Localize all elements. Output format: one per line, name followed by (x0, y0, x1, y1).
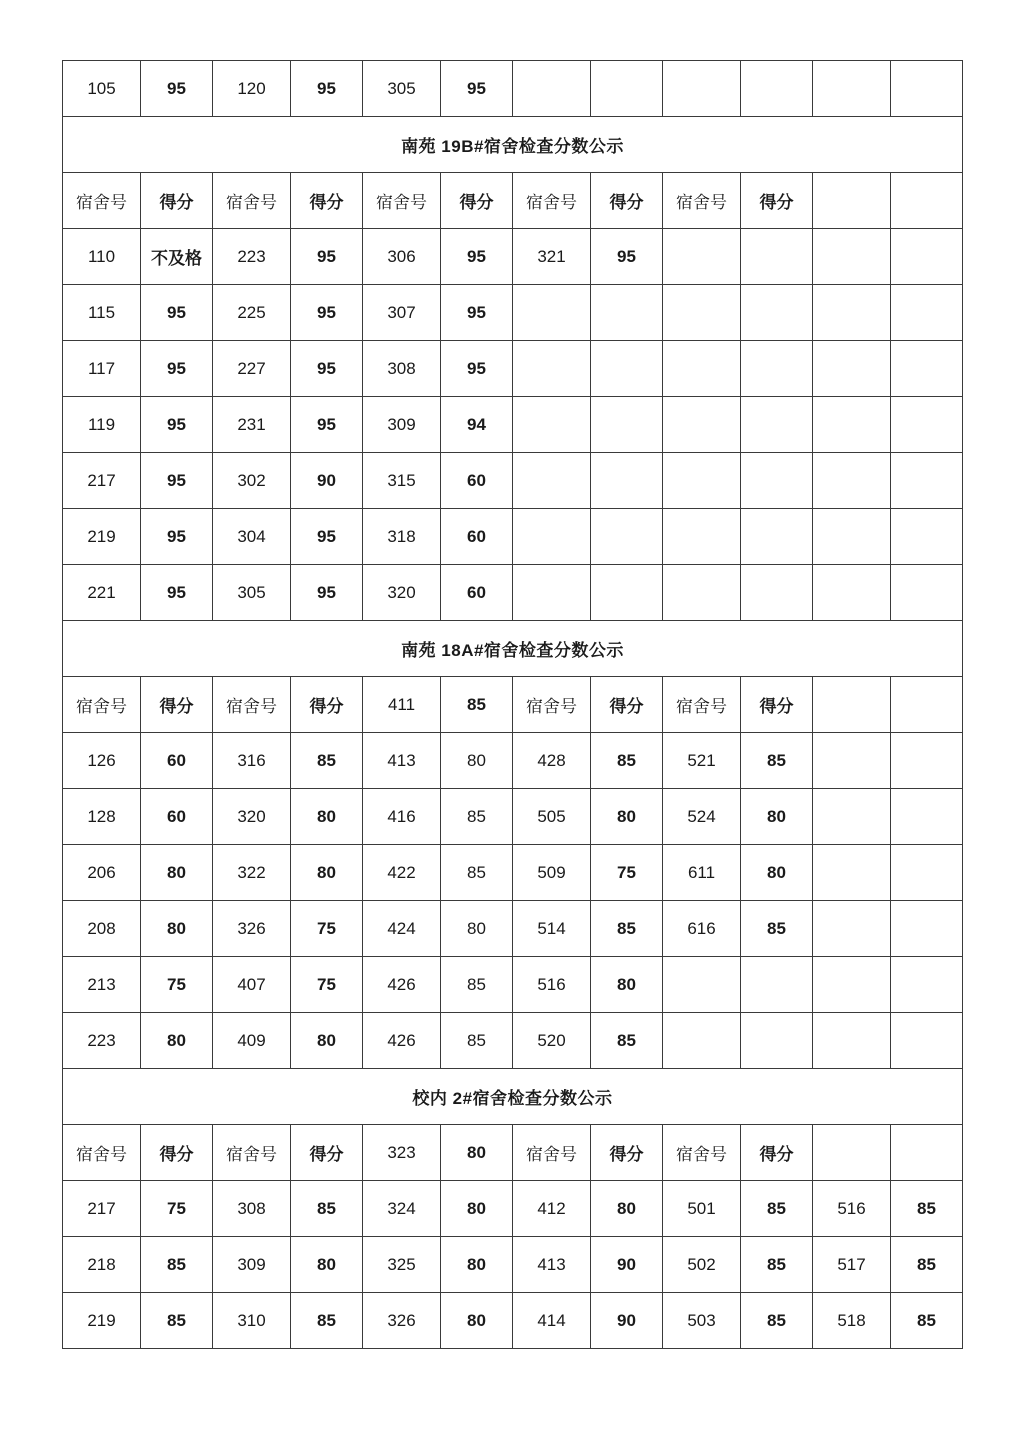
column-header-cell: 宿舍号 (213, 1125, 291, 1181)
data-cell: 85 (741, 1237, 813, 1293)
data-cell: 80 (291, 1237, 363, 1293)
data-cell (663, 453, 741, 509)
data-cell: 75 (291, 957, 363, 1013)
data-cell: 80 (141, 845, 213, 901)
data-cell: 117 (63, 341, 141, 397)
empty-cell (891, 1125, 963, 1181)
empty-cell (813, 509, 891, 565)
data-cell: 95 (291, 61, 363, 117)
data-cell: 309 (363, 397, 441, 453)
data-cell: 426 (363, 957, 441, 1013)
empty-cell (813, 453, 891, 509)
data-cell: 524 (663, 789, 741, 845)
column-header-cell: 宿舍号 (213, 173, 291, 229)
table-row (63, 61, 963, 117)
empty-cell (891, 173, 963, 229)
data-cell: 95 (441, 341, 513, 397)
table-row (63, 453, 963, 509)
data-cell (663, 61, 741, 117)
data-cell: 80 (291, 789, 363, 845)
data-cell: 509 (513, 845, 591, 901)
column-header-cell: 323 (363, 1125, 441, 1181)
data-cell: 616 (663, 901, 741, 957)
data-cell: 318 (363, 509, 441, 565)
data-cell: 95 (591, 229, 663, 285)
data-cell: 503 (663, 1293, 741, 1349)
data-cell: 416 (363, 789, 441, 845)
data-cell: 223 (63, 1013, 141, 1069)
data-cell: 75 (291, 901, 363, 957)
data-cell: 85 (891, 1181, 963, 1237)
data-cell: 90 (591, 1237, 663, 1293)
data-cell: 95 (291, 565, 363, 621)
data-cell: 80 (591, 957, 663, 1013)
column-header-cell: 宿舍号 (213, 677, 291, 733)
column-header-cell: 宿舍号 (363, 173, 441, 229)
empty-cell (813, 957, 891, 1013)
data-cell: 218 (63, 1237, 141, 1293)
empty-cell (891, 565, 963, 621)
data-cell (513, 397, 591, 453)
data-cell: 85 (891, 1237, 963, 1293)
data-cell (591, 341, 663, 397)
data-cell: 308 (213, 1181, 291, 1237)
data-cell: 95 (291, 509, 363, 565)
data-cell: 502 (663, 1237, 741, 1293)
data-cell: 120 (213, 61, 291, 117)
empty-cell (891, 285, 963, 341)
data-cell: 308 (363, 341, 441, 397)
table-row (63, 565, 963, 621)
empty-cell (891, 845, 963, 901)
data-cell: 413 (363, 733, 441, 789)
data-cell: 85 (141, 1293, 213, 1349)
dormitory-score-sheet (62, 60, 962, 1349)
data-cell: 422 (363, 845, 441, 901)
empty-cell (891, 341, 963, 397)
empty-cell (891, 1013, 963, 1069)
column-header-cell: 宿舍号 (63, 677, 141, 733)
data-cell: 85 (291, 1293, 363, 1349)
column-header-cell: 得分 (291, 677, 363, 733)
data-cell: 85 (441, 789, 513, 845)
data-cell: 85 (591, 901, 663, 957)
data-cell: 231 (213, 397, 291, 453)
data-cell: 60 (441, 453, 513, 509)
data-cell: 85 (441, 957, 513, 1013)
data-cell: 412 (513, 1181, 591, 1237)
data-cell: 225 (213, 285, 291, 341)
empty-cell (813, 229, 891, 285)
column-header-cell: 80 (441, 1125, 513, 1181)
data-cell: 95 (291, 229, 363, 285)
data-cell: 85 (141, 1237, 213, 1293)
data-cell: 85 (291, 1181, 363, 1237)
column-header-cell: 85 (441, 677, 513, 733)
score-table (62, 60, 963, 1349)
data-cell: 321 (513, 229, 591, 285)
data-cell: 85 (591, 1013, 663, 1069)
column-header-cell: 得分 (741, 677, 813, 733)
column-header-cell: 得分 (441, 173, 513, 229)
data-cell: 85 (891, 1293, 963, 1349)
empty-cell (813, 341, 891, 397)
column-header-cell: 得分 (291, 1125, 363, 1181)
data-cell: 518 (813, 1293, 891, 1349)
data-cell (513, 453, 591, 509)
data-cell: 85 (741, 1293, 813, 1349)
data-cell (741, 565, 813, 621)
data-cell: 80 (441, 1181, 513, 1237)
table-row (63, 285, 963, 341)
column-header-cell: 得分 (591, 677, 663, 733)
empty-cell (891, 453, 963, 509)
data-cell: 324 (363, 1181, 441, 1237)
data-cell: 119 (63, 397, 141, 453)
data-cell: 521 (663, 733, 741, 789)
table-row (63, 341, 963, 397)
data-cell: 95 (141, 285, 213, 341)
data-cell: 85 (591, 733, 663, 789)
data-cell: 80 (441, 1293, 513, 1349)
data-cell: 95 (141, 397, 213, 453)
data-cell: 80 (441, 901, 513, 957)
empty-cell (813, 285, 891, 341)
data-cell (663, 229, 741, 285)
data-cell: 80 (591, 789, 663, 845)
data-cell: 505 (513, 789, 591, 845)
column-header-cell: 宿舍号 (513, 677, 591, 733)
table-row (63, 173, 963, 229)
data-cell: 309 (213, 1237, 291, 1293)
section-title-row (63, 1069, 963, 1125)
empty-cell (813, 173, 891, 229)
data-cell (591, 509, 663, 565)
data-cell: 217 (63, 453, 141, 509)
data-cell (663, 285, 741, 341)
column-header-cell: 得分 (291, 173, 363, 229)
data-cell: 304 (213, 509, 291, 565)
data-cell: 517 (813, 1237, 891, 1293)
data-cell (663, 1013, 741, 1069)
data-cell: 520 (513, 1013, 591, 1069)
data-cell: 217 (63, 1181, 141, 1237)
data-cell: 413 (513, 1237, 591, 1293)
table-row (63, 1125, 963, 1181)
data-cell: 60 (141, 789, 213, 845)
data-cell: 409 (213, 1013, 291, 1069)
empty-cell (891, 61, 963, 117)
data-cell: 305 (213, 565, 291, 621)
section-title-row (63, 117, 963, 173)
column-header-cell: 411 (363, 677, 441, 733)
table-row (63, 677, 963, 733)
empty-cell (813, 677, 891, 733)
column-header-cell: 得分 (141, 1125, 213, 1181)
empty-cell (813, 901, 891, 957)
data-cell (591, 565, 663, 621)
data-cell: 95 (141, 565, 213, 621)
data-cell: 95 (141, 509, 213, 565)
data-cell: 414 (513, 1293, 591, 1349)
data-cell: 227 (213, 341, 291, 397)
data-cell: 95 (441, 61, 513, 117)
data-cell: 223 (213, 229, 291, 285)
data-cell: 80 (291, 1013, 363, 1069)
data-cell: 424 (363, 901, 441, 957)
column-header-cell: 宿舍号 (663, 1125, 741, 1181)
data-cell: 95 (441, 229, 513, 285)
data-cell: 326 (363, 1293, 441, 1349)
data-cell (513, 341, 591, 397)
column-header-cell: 宿舍号 (513, 173, 591, 229)
data-cell: 611 (663, 845, 741, 901)
data-cell: 60 (441, 565, 513, 621)
data-cell: 94 (441, 397, 513, 453)
data-cell (591, 453, 663, 509)
data-cell (663, 957, 741, 1013)
empty-cell (813, 565, 891, 621)
data-cell: 60 (141, 733, 213, 789)
data-cell (663, 397, 741, 453)
data-cell: 95 (141, 453, 213, 509)
data-cell: 95 (441, 285, 513, 341)
data-cell: 80 (441, 1237, 513, 1293)
table-row (63, 1013, 963, 1069)
data-cell: 516 (513, 957, 591, 1013)
column-header-cell: 得分 (591, 1125, 663, 1181)
data-cell: 315 (363, 453, 441, 509)
data-cell (741, 1013, 813, 1069)
table-row (63, 397, 963, 453)
empty-cell (813, 789, 891, 845)
data-cell: 322 (213, 845, 291, 901)
column-header-cell: 得分 (591, 173, 663, 229)
data-cell (741, 509, 813, 565)
section-title: 南苑 18A#宿舍检查分数公示 (63, 621, 963, 677)
data-cell: 105 (63, 61, 141, 117)
table-row (63, 733, 963, 789)
data-cell: 426 (363, 1013, 441, 1069)
empty-cell (891, 789, 963, 845)
empty-cell (813, 1013, 891, 1069)
data-cell (663, 565, 741, 621)
table-row (63, 845, 963, 901)
data-cell: 85 (741, 901, 813, 957)
data-cell: 80 (741, 845, 813, 901)
data-cell: 320 (363, 565, 441, 621)
data-cell: 326 (213, 901, 291, 957)
data-cell (741, 285, 813, 341)
data-cell: 306 (363, 229, 441, 285)
data-cell: 85 (741, 1181, 813, 1237)
empty-cell (891, 677, 963, 733)
data-cell: 221 (63, 565, 141, 621)
section-title-row (63, 621, 963, 677)
data-cell: 60 (441, 509, 513, 565)
data-cell: 213 (63, 957, 141, 1013)
column-header-cell: 宿舍号 (63, 1125, 141, 1181)
data-cell (741, 61, 813, 117)
table-row (63, 789, 963, 845)
column-header-cell: 得分 (741, 1125, 813, 1181)
data-cell: 115 (63, 285, 141, 341)
empty-cell (891, 957, 963, 1013)
column-header-cell: 宿舍号 (663, 677, 741, 733)
data-cell: 85 (741, 733, 813, 789)
data-cell (741, 397, 813, 453)
data-cell: 428 (513, 733, 591, 789)
data-cell: 219 (63, 509, 141, 565)
data-cell: 85 (441, 845, 513, 901)
column-header-cell: 宿舍号 (663, 173, 741, 229)
data-cell: 95 (291, 341, 363, 397)
section-title: 校内 2#宿舍检查分数公示 (63, 1069, 963, 1125)
data-cell: 407 (213, 957, 291, 1013)
data-cell: 514 (513, 901, 591, 957)
data-cell: 95 (291, 397, 363, 453)
data-cell (741, 453, 813, 509)
empty-cell (813, 397, 891, 453)
data-cell: 316 (213, 733, 291, 789)
empty-cell (813, 1125, 891, 1181)
data-cell: 85 (291, 733, 363, 789)
data-cell: 75 (591, 845, 663, 901)
data-cell: 不及格 (141, 229, 213, 285)
data-cell: 126 (63, 733, 141, 789)
data-cell: 302 (213, 453, 291, 509)
data-cell (513, 509, 591, 565)
data-cell (513, 61, 591, 117)
data-cell: 325 (363, 1237, 441, 1293)
data-cell: 310 (213, 1293, 291, 1349)
data-cell: 80 (291, 845, 363, 901)
empty-cell (813, 845, 891, 901)
data-cell: 95 (291, 285, 363, 341)
data-cell: 75 (141, 1181, 213, 1237)
table-row (63, 1237, 963, 1293)
data-cell: 219 (63, 1293, 141, 1349)
data-cell: 516 (813, 1181, 891, 1237)
data-cell: 501 (663, 1181, 741, 1237)
data-cell: 80 (141, 901, 213, 957)
data-cell: 75 (141, 957, 213, 1013)
data-cell (591, 61, 663, 117)
data-cell: 95 (141, 341, 213, 397)
data-cell: 320 (213, 789, 291, 845)
data-cell: 305 (363, 61, 441, 117)
data-cell (663, 509, 741, 565)
table-row (63, 957, 963, 1013)
data-cell: 80 (741, 789, 813, 845)
column-header-cell: 宿舍号 (513, 1125, 591, 1181)
data-cell (591, 285, 663, 341)
data-cell: 95 (141, 61, 213, 117)
data-cell: 85 (441, 1013, 513, 1069)
table-row (63, 901, 963, 957)
data-cell: 80 (441, 733, 513, 789)
empty-cell (891, 733, 963, 789)
table-row (63, 1293, 963, 1349)
data-cell: 80 (141, 1013, 213, 1069)
data-cell: 90 (591, 1293, 663, 1349)
data-cell (513, 285, 591, 341)
data-cell (741, 957, 813, 1013)
table-row (63, 229, 963, 285)
empty-cell (891, 229, 963, 285)
empty-cell (891, 397, 963, 453)
empty-cell (891, 509, 963, 565)
column-header-cell: 得分 (141, 677, 213, 733)
column-header-cell: 得分 (741, 173, 813, 229)
column-header-cell: 宿舍号 (63, 173, 141, 229)
data-cell: 80 (591, 1181, 663, 1237)
data-cell (741, 229, 813, 285)
data-cell (663, 341, 741, 397)
data-cell: 90 (291, 453, 363, 509)
table-row (63, 1181, 963, 1237)
column-header-cell: 得分 (141, 173, 213, 229)
empty-cell (891, 901, 963, 957)
table-row (63, 509, 963, 565)
data-cell (513, 565, 591, 621)
data-cell: 307 (363, 285, 441, 341)
data-cell (591, 397, 663, 453)
data-cell: 208 (63, 901, 141, 957)
empty-cell (813, 733, 891, 789)
data-cell: 128 (63, 789, 141, 845)
data-cell (741, 341, 813, 397)
section-title: 南苑 19B#宿舍检查分数公示 (63, 117, 963, 173)
data-cell: 206 (63, 845, 141, 901)
data-cell: 110 (63, 229, 141, 285)
empty-cell (813, 61, 891, 117)
